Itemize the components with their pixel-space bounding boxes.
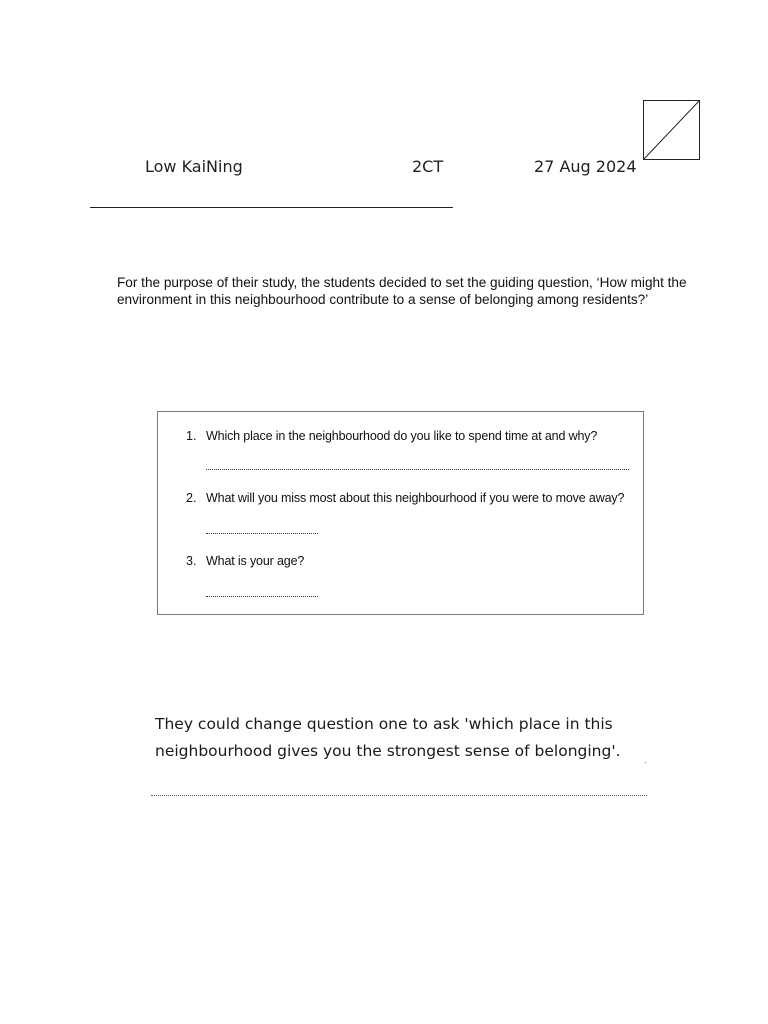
- survey-item-number: 1.: [186, 429, 197, 443]
- stray-mark: [645, 762, 646, 763]
- answer-text: They could change question one to ask 'which place in this neighbourhood gives you the strongest sense of belonging'.: [155, 715, 621, 760]
- marks-box: [643, 100, 700, 160]
- diagonal-slash-icon: [644, 101, 699, 159]
- survey-item-text: What is your age?: [206, 554, 305, 568]
- survey-answer-line: [206, 469, 629, 470]
- survey-item-number: 3.: [186, 554, 197, 568]
- name-underline: [90, 207, 453, 208]
- student-class: 2CT: [412, 157, 444, 176]
- question-intro: For the purpose of their study, the students decided to set the guiding question, ‘How might the environment in this neighbourhood contribute to a sense of belonging among residents?’: [117, 275, 687, 307]
- survey-item-number: 2.: [186, 491, 197, 505]
- survey-answer-line: [206, 596, 318, 597]
- survey-item-text: Which place in the neighbourhood do you like to spend time at and why?: [206, 429, 598, 443]
- survey-answer-line: [206, 533, 318, 534]
- student-name: Low KaiNing: [145, 157, 243, 176]
- answer-dotted-line: [151, 795, 647, 796]
- survey-item-text: What will you miss most about this neighbourhood if you were to move away?: [206, 491, 625, 505]
- submission-date: 27 Aug 2024: [534, 157, 637, 176]
- survey-questions-box: [157, 411, 644, 615]
